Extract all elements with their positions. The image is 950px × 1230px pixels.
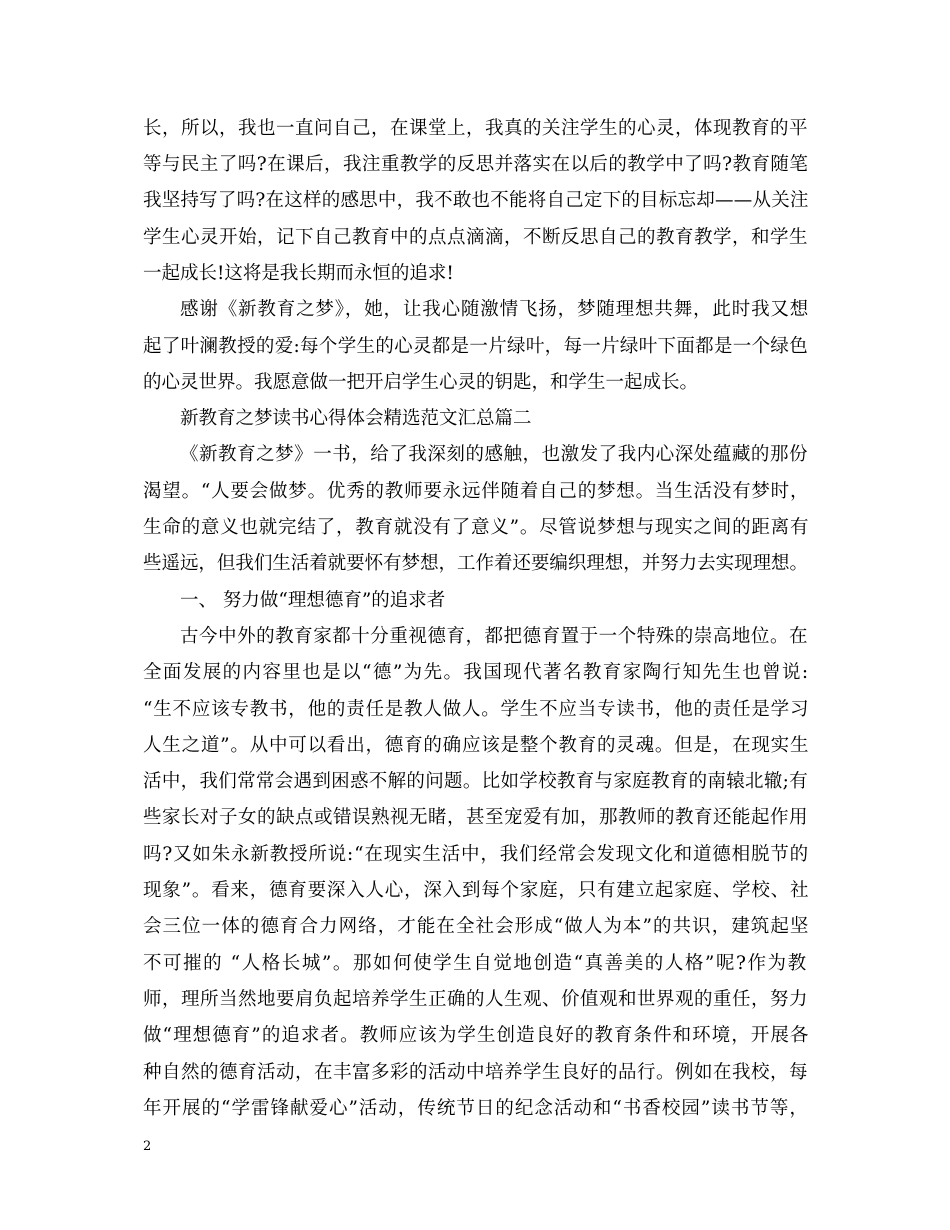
text-line: 学生心灵开始，记下自己教育中的点点滴滴，不断反思自己的教育教学，和学生 (143, 227, 809, 248)
text-line: 起了叶澜教授的爱:每个学生的心灵都是一片绿叶，每一片绿叶下面都是一个绿色 (143, 336, 809, 357)
text-line: 些家长对子女的缺点或错误熟视无睹，甚至宠爱有加，那教师的教育还能起作用 (143, 807, 809, 828)
text-line: 年开展的“学雷锋献爱心”活动，传统节日的纪念活动和“书香校园”读书节等， (143, 1098, 809, 1119)
text-line: 人生之道”。从中可以看出，德育的确应该是整个教育的灵魂。但是，在现实生 (143, 735, 810, 756)
text-line: 些遥远，但我们生活着就要怀有梦想，工作着还要编织理想，并努力去实现理想。 (143, 553, 808, 574)
text-line: 渴望。“人要会做梦。优秀的教师要永远伴随着自己的梦想。当生活没有梦时， (143, 481, 810, 502)
text-line: “生不应该专教书，他的责任是教人做人。学生不应当专读书，他的责任是学习 (143, 699, 810, 720)
paragraph-first-line: 感谢《新教育之梦》，她，让我心随激情飞扬，梦随理想共舞，此时我又想 (180, 299, 810, 320)
text-line: 生命的意义也就完结了，教育就没有了意义”。尽管说梦想与现实之间的距离有 (143, 517, 810, 538)
paragraph-first-line: 《新教育之梦》一书，给了我深刻的感触，也激发了我内心深处蕴藏的那份 (180, 444, 809, 465)
text-line: 的心灵世界。我愿意做一把开启学生心灵的钥匙，和学生一起成长。 (143, 372, 699, 393)
paragraph-first-line: 古今中外的教育家都十分重视德育，都把德育置于一个特殊的崇高地位。在 (180, 626, 809, 647)
text-line: 一起成长!这将是我长期而永恒的追求! (143, 263, 454, 284)
text-line: 我坚持写了吗?在这样的感思中，我不敢也不能将自己定下的目标忘却——从关注 (143, 190, 809, 211)
page-number: 2 (143, 1139, 152, 1154)
text-line: 全面发展的内容里也是以“德”为先。我国现代著名教育家陶行知先生也曾说: (143, 662, 810, 683)
text-line: 长，所以，我也一直问自己，在课堂上，我真的关注学生的心灵，体现教育的平 (143, 118, 809, 139)
text-line: 师，理所当然地要肩负起培养学生正确的人生观、价值观和世界观的重任，努力 (143, 989, 809, 1010)
text-line: 活中，我们常常会遇到困惑不解的问题。比如学校教育与家庭教育的南辕北辙;有 (143, 771, 809, 792)
text-line: 吗?又如朱永新教授所说:“在现实生活中，我们经常会发现文化和道德相脱节的 (143, 844, 809, 865)
text-line: 现象”。看来，德育要深入人心，深入到每个家庭，只有建立起家庭、学校、社 (143, 880, 810, 901)
text-line: 不可摧的 “人格长城”。那如何使学生自觉地创造“真善美的人格”呢?作为教 (143, 953, 808, 974)
text-line: 会三位一体的德育合力网络，才能在全社会形成“做人为本”的共识，建筑起坚 (143, 916, 810, 937)
text-line: 做“理想德育”的追求者。教师应该为学生创造良好的教育条件和环境，开展各 (143, 1025, 810, 1046)
text-line: 等与民主了吗?在课后，我注重教学的反思并落实在以后的教学中了吗?教育随笔 (143, 154, 809, 175)
text-line: 种自然的德育活动，在丰富多彩的活动中培养学生良好的品行。例如在我校，每 (143, 1062, 809, 1083)
subsection-heading: 一、 努力做“理想德育”的追求者 (180, 590, 446, 611)
section-title: 新教育之梦读书心得体会精选范文汇总篇二 (180, 408, 532, 429)
